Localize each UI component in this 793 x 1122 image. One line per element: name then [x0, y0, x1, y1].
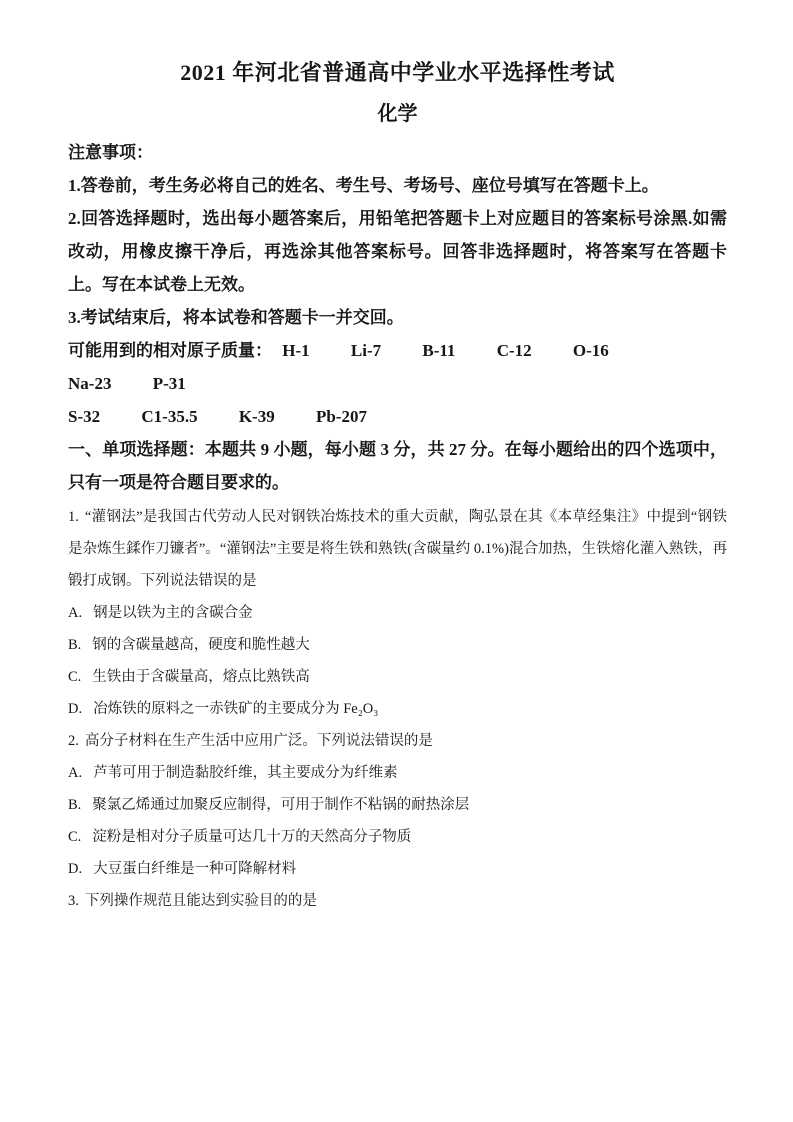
- question-2-stem: [68, 725, 727, 757]
- notice-section: [68, 136, 727, 433]
- notice-item-1: 1.答卷前，考生务必将自己的姓名、考生号、考场号、座位号填写在答题卡上。: [68, 176, 659, 195]
- question-2-option-b: [68, 789, 727, 821]
- atomic-masses-label: 可能用到的相对原子质量：: [68, 341, 272, 360]
- question-1-option-d: [68, 693, 727, 725]
- atomic-mass-item: K-39: [238, 407, 275, 426]
- option-text: 大豆蛋白纤维是一种可降解材料: [93, 861, 297, 877]
- notice-item-2: 2.回答选择题时，选出每小题答案后，用铅笔把答题卡上对应题目的答案标号涂黑.如需改动，用橡皮擦干净后，再选涂其他答案标号。回答非选择题时，将答案写在答题卡上。写在本试卷上无效。: [68, 209, 727, 294]
- option-label: D.: [68, 861, 83, 877]
- option-label: B.: [68, 637, 82, 653]
- option-label: C.: [68, 829, 82, 845]
- option-text: 钢是以铁为主的含碳合金: [93, 605, 253, 621]
- option-text: 钢的含碳量越高，硬度和脆性越大: [92, 637, 310, 653]
- question-1-option-b: [68, 629, 727, 661]
- section-one-heading: 一、单项选择题：本题共 9 小题，每小题 3 分，共 27 分。在每小题给出的四个选项中，只有一项是符合题目要求的。: [68, 440, 727, 492]
- question-3-number: 3.: [68, 893, 79, 909]
- atomic-mass-item: O-16: [572, 341, 609, 360]
- question-2-option-c: [68, 821, 727, 853]
- question-1-number: 1.: [68, 509, 79, 525]
- atomic-mass-item: C-12: [496, 341, 532, 360]
- option-label: C.: [68, 669, 82, 685]
- atomic-mass-item: Pb-207: [315, 407, 367, 426]
- questions-block: [68, 501, 727, 917]
- option-text: 生铁由于含碳量高，熔点比熟铁高: [92, 669, 310, 685]
- atomic-mass-item: Na-23: [68, 374, 112, 393]
- atomic-mass-item: C1-35.5: [141, 407, 198, 426]
- option-label: A.: [68, 765, 83, 781]
- exam-subject: 化学: [377, 103, 418, 125]
- question-1-text: “灌钢法”是我国古代劳动人民对钢铁冶炼技术的重大贡献，陶弘景在其《本草经集注》中提到“钢铁是杂炼生鍒作刀镰者”。“灌钢法”主要是将生铁和熟铁(含碳量约 0.1%)混合加热，生铁熔化灌入熟铁，再锻打成钢。下列说法错误的是: [68, 509, 727, 589]
- atomic-mass-item: H-1: [282, 341, 310, 360]
- question-1-stem: [68, 501, 727, 597]
- atomic-masses-line-1: [68, 334, 727, 400]
- option-label: A.: [68, 605, 83, 621]
- option-text: 芦苇可用于制造黏胶纤维，其主要成分为纤维素: [93, 765, 398, 781]
- atomic-mass-item: S-32: [68, 407, 101, 426]
- atomic-mass-item: P-31: [152, 374, 186, 393]
- option-text: 冶炼铁的原料之一赤铁矿的主要成分为 Fe₂O₃: [93, 701, 379, 717]
- option-label: B.: [68, 797, 82, 813]
- question-2-option-d: [68, 853, 727, 885]
- notice-heading: 注意事项：: [68, 143, 153, 162]
- question-2-number: 2.: [68, 733, 79, 749]
- question-2-text: 高分子材料在生产生活中应用广泛。下列说法错误的是: [84, 733, 433, 749]
- notice-item-3: 3.考试结束后，将本试卷和答题卡一并交回。: [68, 308, 404, 327]
- atomic-masses-line-2: [68, 400, 727, 433]
- atomic-mass-item: Li-7: [350, 341, 382, 360]
- question-2-option-a: [68, 757, 727, 789]
- question-1-option-c: [68, 661, 727, 693]
- option-label: D.: [68, 701, 83, 717]
- question-1-option-a: [68, 597, 727, 629]
- option-text: 聚氯乙烯通过加聚反应制得，可用于制作不粘锅的耐热涂层: [92, 797, 470, 813]
- option-text: 淀粉是相对分子质量可达几十万的天然高分子物质: [92, 829, 412, 845]
- question-3-text: 下列操作规范且能达到实验目的的是: [84, 893, 317, 909]
- question-3-stem: [68, 885, 727, 917]
- exam-title: 2021 年河北省普通高中学业水平选择性考试: [180, 60, 615, 85]
- atomic-mass-item: B-11: [422, 341, 456, 360]
